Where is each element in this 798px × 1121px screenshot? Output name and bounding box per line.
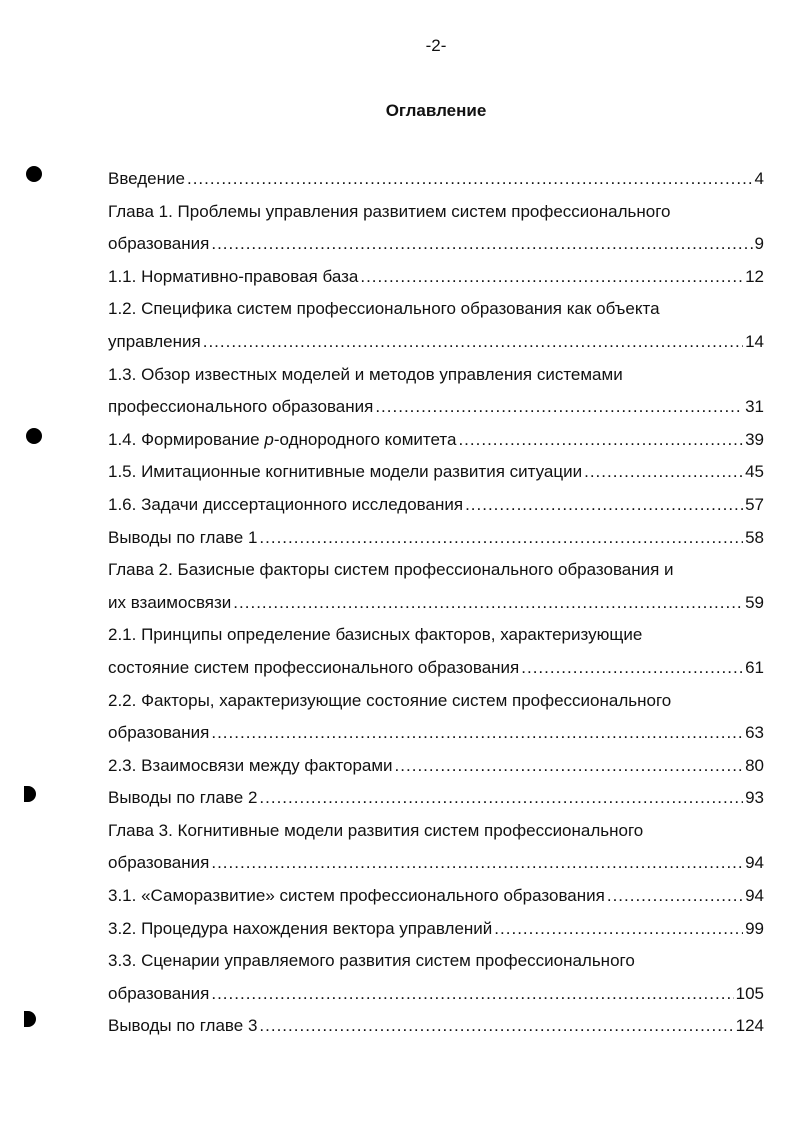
toc-entry-3-2[interactable] — [108, 913, 764, 946]
toc-entry-3-3[interactable] — [108, 945, 764, 1010]
toc-entry-text-line: 1.2. Специфика систем профессионального образования как объекта — [108, 299, 660, 319]
dot-leader — [395, 750, 744, 783]
dot-leader — [211, 847, 743, 880]
toc-entry-page: 57 — [745, 494, 764, 514]
toc-entry-conclusions-3[interactable] — [108, 1010, 764, 1043]
dot-leader — [203, 326, 743, 359]
dot-leader — [584, 456, 743, 489]
toc-entry-page: 63 — [745, 723, 764, 743]
toc-entry-page: 45 — [745, 462, 764, 482]
dot-leader — [375, 391, 743, 424]
punch-hole-bottom — [24, 1011, 36, 1027]
toc-entry-text: образования — [108, 234, 210, 254]
dot-leader — [259, 1010, 733, 1043]
page-number: -2- — [425, 36, 447, 55]
toc-entry-page: 4 — [754, 169, 764, 188]
toc-entry-text: их взаимосвязи — [108, 592, 232, 612]
dot-leader — [233, 587, 743, 620]
toc-entry-text-line: 3.3. Сценарии управляемого развития систем профессионального — [108, 951, 635, 971]
toc-entry-text-line: Глава 3. Когнитивные модели развития систем профессионального — [108, 820, 644, 840]
toc-entry-2-1[interactable] — [108, 619, 764, 684]
toc-entry-1-3[interactable] — [108, 359, 764, 424]
dot-leader — [607, 880, 743, 913]
toc-entry-1-1[interactable] — [108, 261, 764, 294]
toc-entry-page: 12 — [745, 266, 764, 286]
toc-entry-conclusions-2[interactable] — [108, 782, 764, 815]
toc-entry-text-line: 2.1. Принципы определение базисных факторов, характеризующие — [108, 625, 643, 645]
toc-entry-page: 61 — [745, 657, 764, 677]
toc-entry-text: образования — [108, 853, 210, 873]
toc-entry-page: 99 — [745, 918, 764, 938]
toc-entry-page: 59 — [745, 592, 764, 612]
toc-entry-text: профессионального образования — [108, 397, 374, 417]
toc-entry-page: 39 — [745, 429, 764, 449]
dot-leader — [465, 489, 743, 522]
toc-entry-2-3[interactable] — [108, 750, 764, 783]
toc-entry-1-6[interactable] — [108, 489, 764, 522]
toc-entry-text: управления — [108, 331, 201, 351]
punch-hole-top — [26, 166, 42, 182]
dot-leader — [259, 782, 743, 815]
dot-leader — [211, 717, 743, 750]
toc-entry-text: Выводы по главе 1 — [108, 527, 258, 547]
dot-leader — [458, 424, 743, 457]
toc-entry-text-line: Глава 1. Проблемы управления развитием систем профессионального — [108, 201, 671, 221]
toc-entry-text: 1.4. Формирование p-однородного комитета — [108, 429, 457, 449]
toc-entry-page: 31 — [745, 397, 764, 417]
toc-entry-1-5[interactable] — [108, 456, 764, 489]
punch-hole-lower — [24, 786, 36, 802]
toc-entry-page: 94 — [745, 853, 764, 873]
toc-entry-1-4[interactable] — [108, 424, 764, 457]
toc-entry-text: 1.1. Нормативно-правовая база — [108, 266, 359, 286]
toc-entry-text: 3.2. Процедура нахождения вектора управлений — [108, 918, 493, 938]
toc-entry-page: 58 — [745, 527, 764, 547]
dot-leader — [211, 978, 733, 1011]
toc-entry-text-line: Глава 2. Базисные факторы систем профессионального образования и — [108, 560, 674, 580]
dot-leader — [187, 163, 753, 196]
toc-entry-text: 1.5. Имитационные когнитивные модели развития ситуации — [108, 462, 583, 482]
toc-entry-page: 94 — [745, 886, 764, 906]
toc-entry-2-2[interactable] — [108, 685, 764, 750]
dot-leader — [521, 652, 743, 685]
toc-entry-text: Введение — [108, 169, 185, 188]
toc-entry-text: Выводы по главе 3 — [108, 1016, 258, 1036]
toc-entry-text-line: 2.2. Факторы, характеризующие состояние систем профессионального — [108, 690, 672, 710]
dot-leader — [259, 522, 743, 555]
toc-entry-page: 14 — [745, 331, 764, 351]
toc-entry-text: состояние систем профессионального образования — [108, 657, 520, 677]
toc-entry-text: Выводы по главе 2 — [108, 788, 258, 808]
toc-entry-text: образования — [108, 723, 210, 743]
table-of-contents — [108, 163, 764, 1043]
toc-entry-conclusions-1[interactable] — [108, 522, 764, 555]
toc-entry-page: 80 — [745, 755, 764, 775]
toc-title: Оглавление — [385, 101, 487, 120]
toc-entry-text: 1.6. Задачи диссертационного исследования — [108, 494, 464, 514]
toc-entry-chapter-3[interactable] — [108, 815, 764, 880]
toc-entry-text: 3.1. «Саморазвитие» систем профессионального образования — [108, 886, 605, 906]
toc-entry-page: 9 — [754, 234, 764, 254]
toc-entry-text: 2.3. Взаимосвязи между факторами — [108, 755, 393, 775]
punch-hole-upper — [26, 428, 42, 444]
dot-leader — [211, 228, 752, 261]
toc-entry-1-2[interactable] — [108, 293, 764, 358]
toc-entry-text: образования — [108, 983, 210, 1003]
toc-entry-text-line: 1.3. Обзор известных моделей и методов управления системами — [108, 364, 623, 384]
toc-entry-chapter-1[interactable] — [108, 196, 764, 261]
toc-entry-page: 105 — [735, 983, 764, 1003]
toc-entry-introduction[interactable] — [108, 163, 764, 196]
toc-entry-3-1[interactable] — [108, 880, 764, 913]
toc-entry-page: 93 — [745, 788, 764, 808]
toc-entry-chapter-2[interactable] — [108, 554, 764, 619]
dot-leader — [494, 913, 743, 946]
dot-leader — [360, 261, 743, 294]
toc-entry-page: 124 — [735, 1016, 764, 1036]
